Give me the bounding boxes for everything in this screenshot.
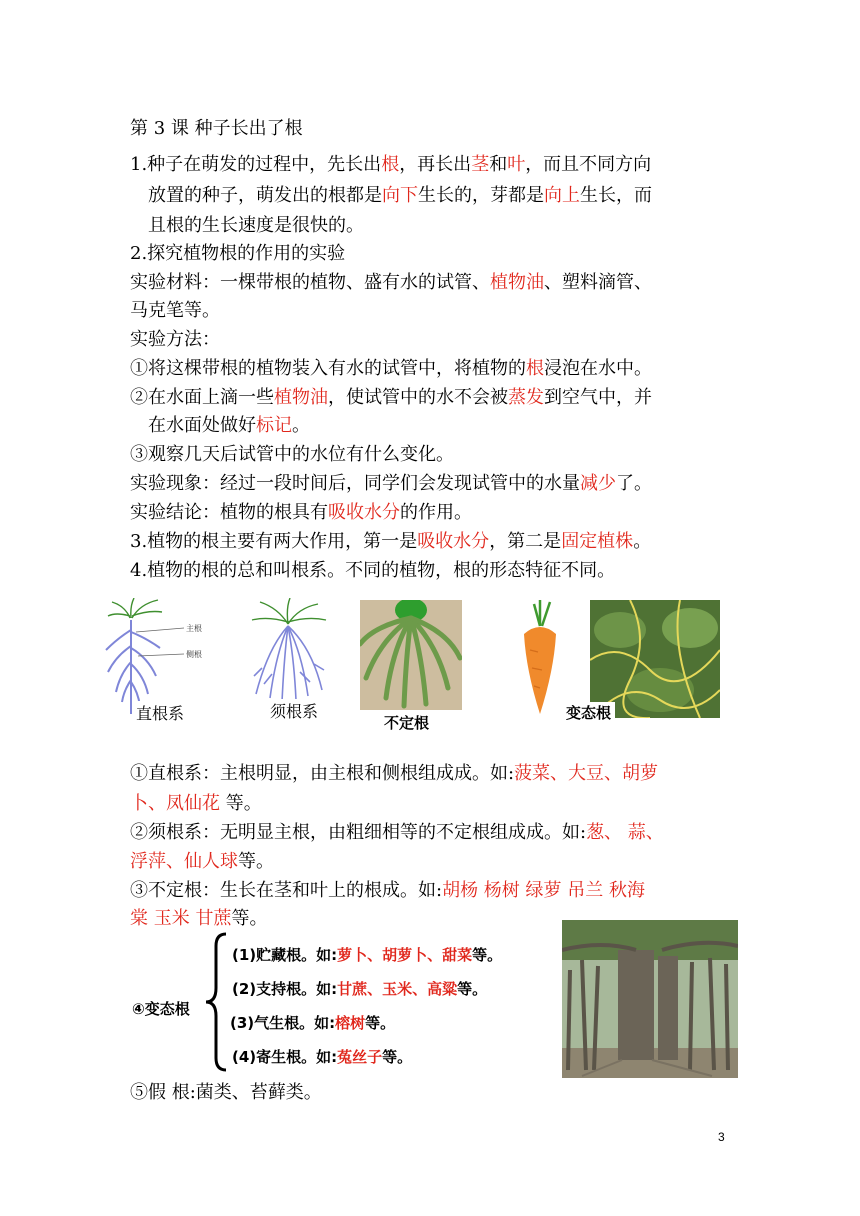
- lesson-title: 第 3 课 种子长出了根: [130, 118, 303, 139]
- method-step-1: ①将这棵带根的植物装入有水的试管中，将植物的根浸泡在水中。: [130, 358, 652, 379]
- paragraph-1-line-2: 放置的种子，萌发出的根都是向下生长的，芽都是向上生长，而: [148, 185, 652, 206]
- modified-root-heading: ④变态根: [132, 1000, 190, 1018]
- materials-line-2: 马克笔等。: [130, 300, 220, 321]
- modified-root-caption: 变态根: [562, 702, 615, 723]
- paragraph-4: 4.植物的根的总和叫根系。不同的植物，根的形态特征不同。: [130, 560, 616, 581]
- method-title: 实验方法：: [130, 329, 220, 350]
- experiment-conclusion: 实验结论：植物的根具有吸收水分的作用。: [130, 502, 472, 523]
- taproot-line-2: 卜、凤仙花 等。: [130, 793, 262, 814]
- experiment-phenomenon: 实验现象：经过一段时间后，同学们会发现试管中的水量减少了。: [130, 473, 652, 494]
- curly-brace: [204, 932, 228, 1072]
- paragraph-3: 3.植物的根主要有两大作用，第一是吸收水分，第二是固定植株。: [130, 531, 652, 552]
- taproot-line-1: ①直根系：主根明显，由主根和侧根组成成。如:菠菜、大豆、胡萝: [130, 763, 659, 784]
- fibrous-line-2: 浮萍、仙人球等。: [130, 851, 274, 872]
- modified-root-item-2: (2)支持根。如:甘蔗、玉米、高粱等。: [232, 980, 488, 998]
- paragraph-2-title: 2.探究植物根的作用的实验: [130, 243, 346, 264]
- adventitious-root-illustration: [360, 600, 462, 710]
- banyan-tree-photo: [562, 920, 738, 1078]
- adventitious-line-2: 棠 玉米 甘蔗等。: [130, 908, 268, 929]
- fibrous-root-diagram: [238, 598, 338, 708]
- paragraph-1-line-1: 1.种子在萌发的过程中，先长出根，再长出茎和叶，而且不同方向: [130, 154, 652, 175]
- materials-line-1: 实验材料：一棵带根的植物、盛有水的试管、植物油、塑料滴管、: [130, 272, 652, 293]
- method-step-3: ③观察几天后试管中的水位有什么变化。: [130, 444, 454, 465]
- fibrous-root-caption: 须根系: [266, 699, 322, 722]
- adventitious-line-1: ③不定根：生长在茎和叶上的根成。如:胡杨 杨树 绿萝 吊兰 秋海: [130, 880, 645, 901]
- modified-root-item-3: (3)气生根。如:榕树等。: [230, 1014, 396, 1032]
- taproot-caption: 直根系: [132, 701, 188, 724]
- side-root-label: 侧根: [186, 650, 202, 659]
- modified-root-item-1: (1)贮藏根。如:萝卜、胡萝卜、甜菜等。: [232, 946, 503, 964]
- modified-root-item-4: (4)寄生根。如:菟丝子等。: [232, 1048, 413, 1066]
- adventitious-root-caption: 不定根: [380, 712, 433, 733]
- fibrous-line-1: ②须根系：无明显主根，由粗细相等的不定根组成成。如:葱、 蒜、: [130, 822, 664, 843]
- adventitious-root-photo: [360, 600, 462, 710]
- carrot-photo: [510, 600, 570, 716]
- dodder-photo: [590, 600, 720, 718]
- banyan-tree-illustration: [562, 920, 738, 1078]
- dodder-illustration: [590, 600, 720, 718]
- page-number: 3: [718, 1130, 725, 1144]
- method-step-2-line-1: ②在水面上滴一些植物油，使试管中的水不会被蒸发到空气中，并: [130, 387, 652, 408]
- paragraph-1-line-3: 且根的生长速度是很快的。: [148, 215, 364, 236]
- method-step-2-line-2: 在水面处做好标记。: [148, 415, 310, 436]
- false-root-line: ⑤假 根:菌类、苔藓类。: [130, 1082, 322, 1103]
- main-root-label: 主根: [186, 624, 202, 633]
- fibrous-root-illustration: [238, 598, 338, 708]
- carrot-illustration: [510, 600, 570, 716]
